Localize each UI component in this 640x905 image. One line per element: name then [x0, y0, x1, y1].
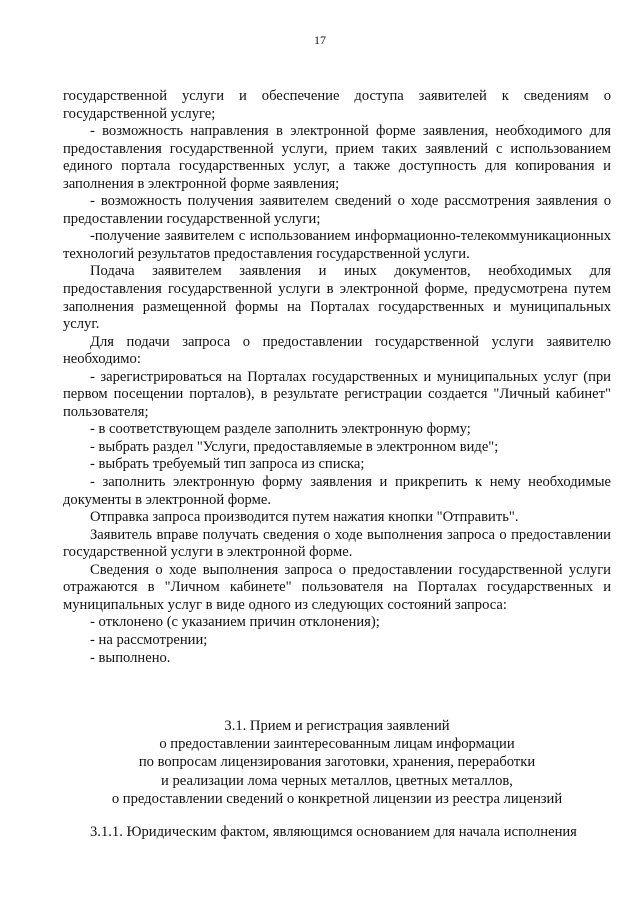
- section-heading-line: и реализации лома черных металлов, цветных металлов,: [161, 772, 513, 789]
- list-item: - отклонено (с указанием причин отклонения);: [90, 614, 380, 631]
- paragraph: Отправка запроса производится путем нажатия кнопки "Отправить".: [90, 509, 519, 526]
- page-number: 17: [314, 33, 326, 47]
- subsection-paragraph: 3.1.1. Юридическим фактом, являющимся основанием для начала исполнения: [90, 824, 577, 840]
- section-heading: [63, 717, 611, 808]
- list-item: - возможность получения заявителем сведений о ходе рассмотрения заявления о предоставлении государственной услуги;: [63, 193, 611, 227]
- section-heading-line: о предоставлении заинтересованным лицам информации: [159, 736, 515, 753]
- list-item: - выбрать раздел "Услуги, предоставляемые в электронном виде";: [90, 438, 499, 455]
- paragraph: государственной услуги и обеспечение доступа заявителей к сведениям о государственной услуге;: [63, 88, 611, 122]
- body-text: [63, 88, 611, 667]
- list-item: - заполнить электронную форму заявления и прикрепить к нему необходимые документы в электронной форме.: [63, 474, 611, 508]
- paragraph: Заявитель вправе получать сведения о ходе выполнения запроса о предоставлении государственной услуги в электронной форме.: [63, 526, 611, 561]
- list-item: -получение заявителем с использованием информационно-телекоммуникационных технологий результатов предоставления государственной услуги.: [63, 228, 611, 262]
- list-item: - в соответствующем разделе заполнить электронную форму;: [90, 421, 471, 438]
- section-heading-line: 3.1. Прием и регистрация заявлений: [224, 718, 450, 734]
- list-item: - на рассмотрении;: [90, 631, 208, 648]
- list-item: - выполнено.: [90, 649, 171, 666]
- paragraph: Для подачи запроса о предоставлении государственной услуги заявителю необходимо:: [63, 333, 611, 368]
- paragraph: Подача заявителем заявления и иных документов, необходимых для предоставления государственной услуги в электронной форме, предусмотрена путем заполнения размещенной формы на Порталах государственных и муниципальных услуг.: [63, 263, 611, 333]
- list-item: - зарегистрироваться на Порталах государственных и муниципальных услуг (при первом посещении порталов), в результате регистрации создается "Личный кабинет" пользователя;: [63, 368, 611, 420]
- list-item: - возможность направления в электронной форме заявления, необходимого для предоставления государственной услуги, прием таких заявлений с использованием единого портала государственных услуг, а также доступность для копирования и заполнения в электронной форме заявления;: [63, 123, 611, 192]
- paragraph: Сведения о ходе выполнения запроса о предоставлении государственной услуги отражаются в "Личном кабинете" пользователя на Порталах государственных и муниципальных услуг в виде одного из следующих состояний запроса:: [63, 561, 611, 613]
- section-heading-line: о предоставлении сведений о конкретной лицензии из реестра лицензий: [111, 790, 563, 807]
- section-heading-line: по вопросам лицензирования заготовки, хранения, переработки: [138, 754, 536, 771]
- list-item: - выбрать требуемый тип запроса из списка;: [90, 456, 365, 473]
